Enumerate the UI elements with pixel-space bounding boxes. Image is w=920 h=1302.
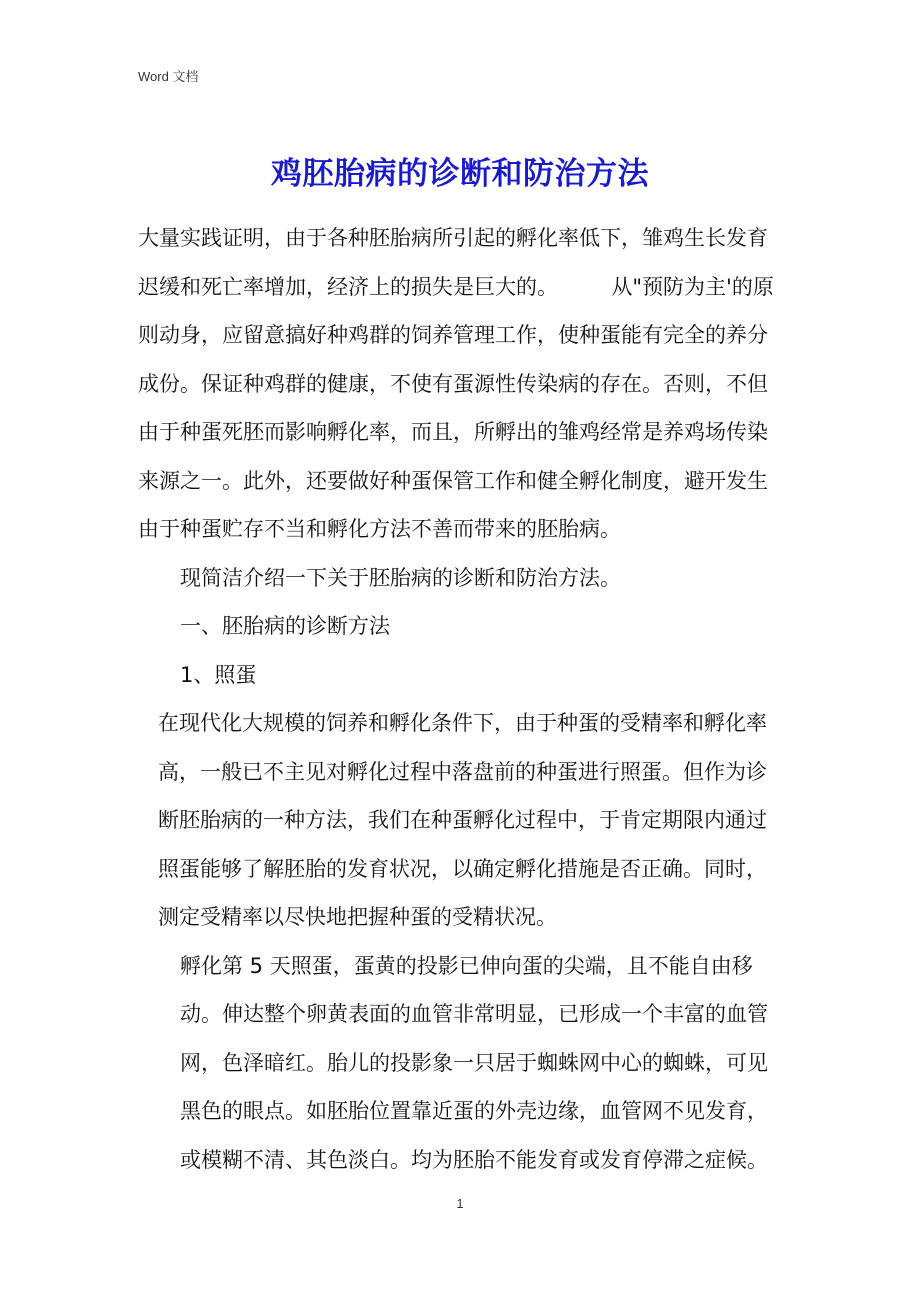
document-type-label: Word 文档 xyxy=(138,69,199,84)
paragraph-day-five: 孵化第 5 天照蛋，蛋黄的投影已伸向蛋的尖端，且不能自由移动。伸达整个卵黄表面的血管非常明显，已形成一个丰富的血管网，色泽暗红。胎儿的投影象一只居于蜘蛛网中心的蜘蛛，可见黑色的眼点。如胚胎位置靠近蛋的外壳边缘，血管网不见发育，或模糊不清、其色淡白。均为胚胎不能发育或发育停滞之症候。 xyxy=(180,953,768,1172)
page-number: 1 xyxy=(456,1196,464,1211)
paragraph-candling: 在现代化大规模的饲养和孵化条件下，由于种蛋的受精率和孵化率高，一般已不主见对孵化过程中落盘前的种蛋进行照蛋。但作为诊断胚胎病的一种方法，我们在种蛋孵化过程中，于肯定期限内通过照蛋能够了解胚胎的发育状况，以确定孵化措施是否正确。同时，测定受精率以尽快地把握种蛋的受精状况。 xyxy=(158,711,767,929)
subsection-heading-candling: 1、照蛋 xyxy=(180,662,257,687)
document-body xyxy=(138,214,786,1184)
paragraph-summary: 现简洁介绍一下关于胚胎病的诊断和防治方法。 xyxy=(180,565,621,590)
section-heading-diagnosis: 一、胚胎病的诊断方法 xyxy=(180,614,390,638)
paragraph-intro: 大量实践证明，由于各种胚胎病所引起的孵化率低下，雏鸡生长发育迟缓和死亡率增加，经济上的损失是巨大的。 从"预防为主'的原则动身，应留意搞好种鸡群的饲养管理工作，使种蛋能有完全的养分成份。保证种鸡群的健康，不使有蛋源性传染病的存在。否则，不但由于种蛋死胚而影响孵化率，而且，所孵出的雏鸡经常是养鸡场传染来源之一。此外，还要做好种蛋保管工作和健全孵化制度，避开发生由于种蛋贮存不当和孵化方法不善而带来的胚胎病。 xyxy=(138,226,774,541)
document-title: 鸡胚胎病的诊断和防治方法 xyxy=(271,156,649,192)
